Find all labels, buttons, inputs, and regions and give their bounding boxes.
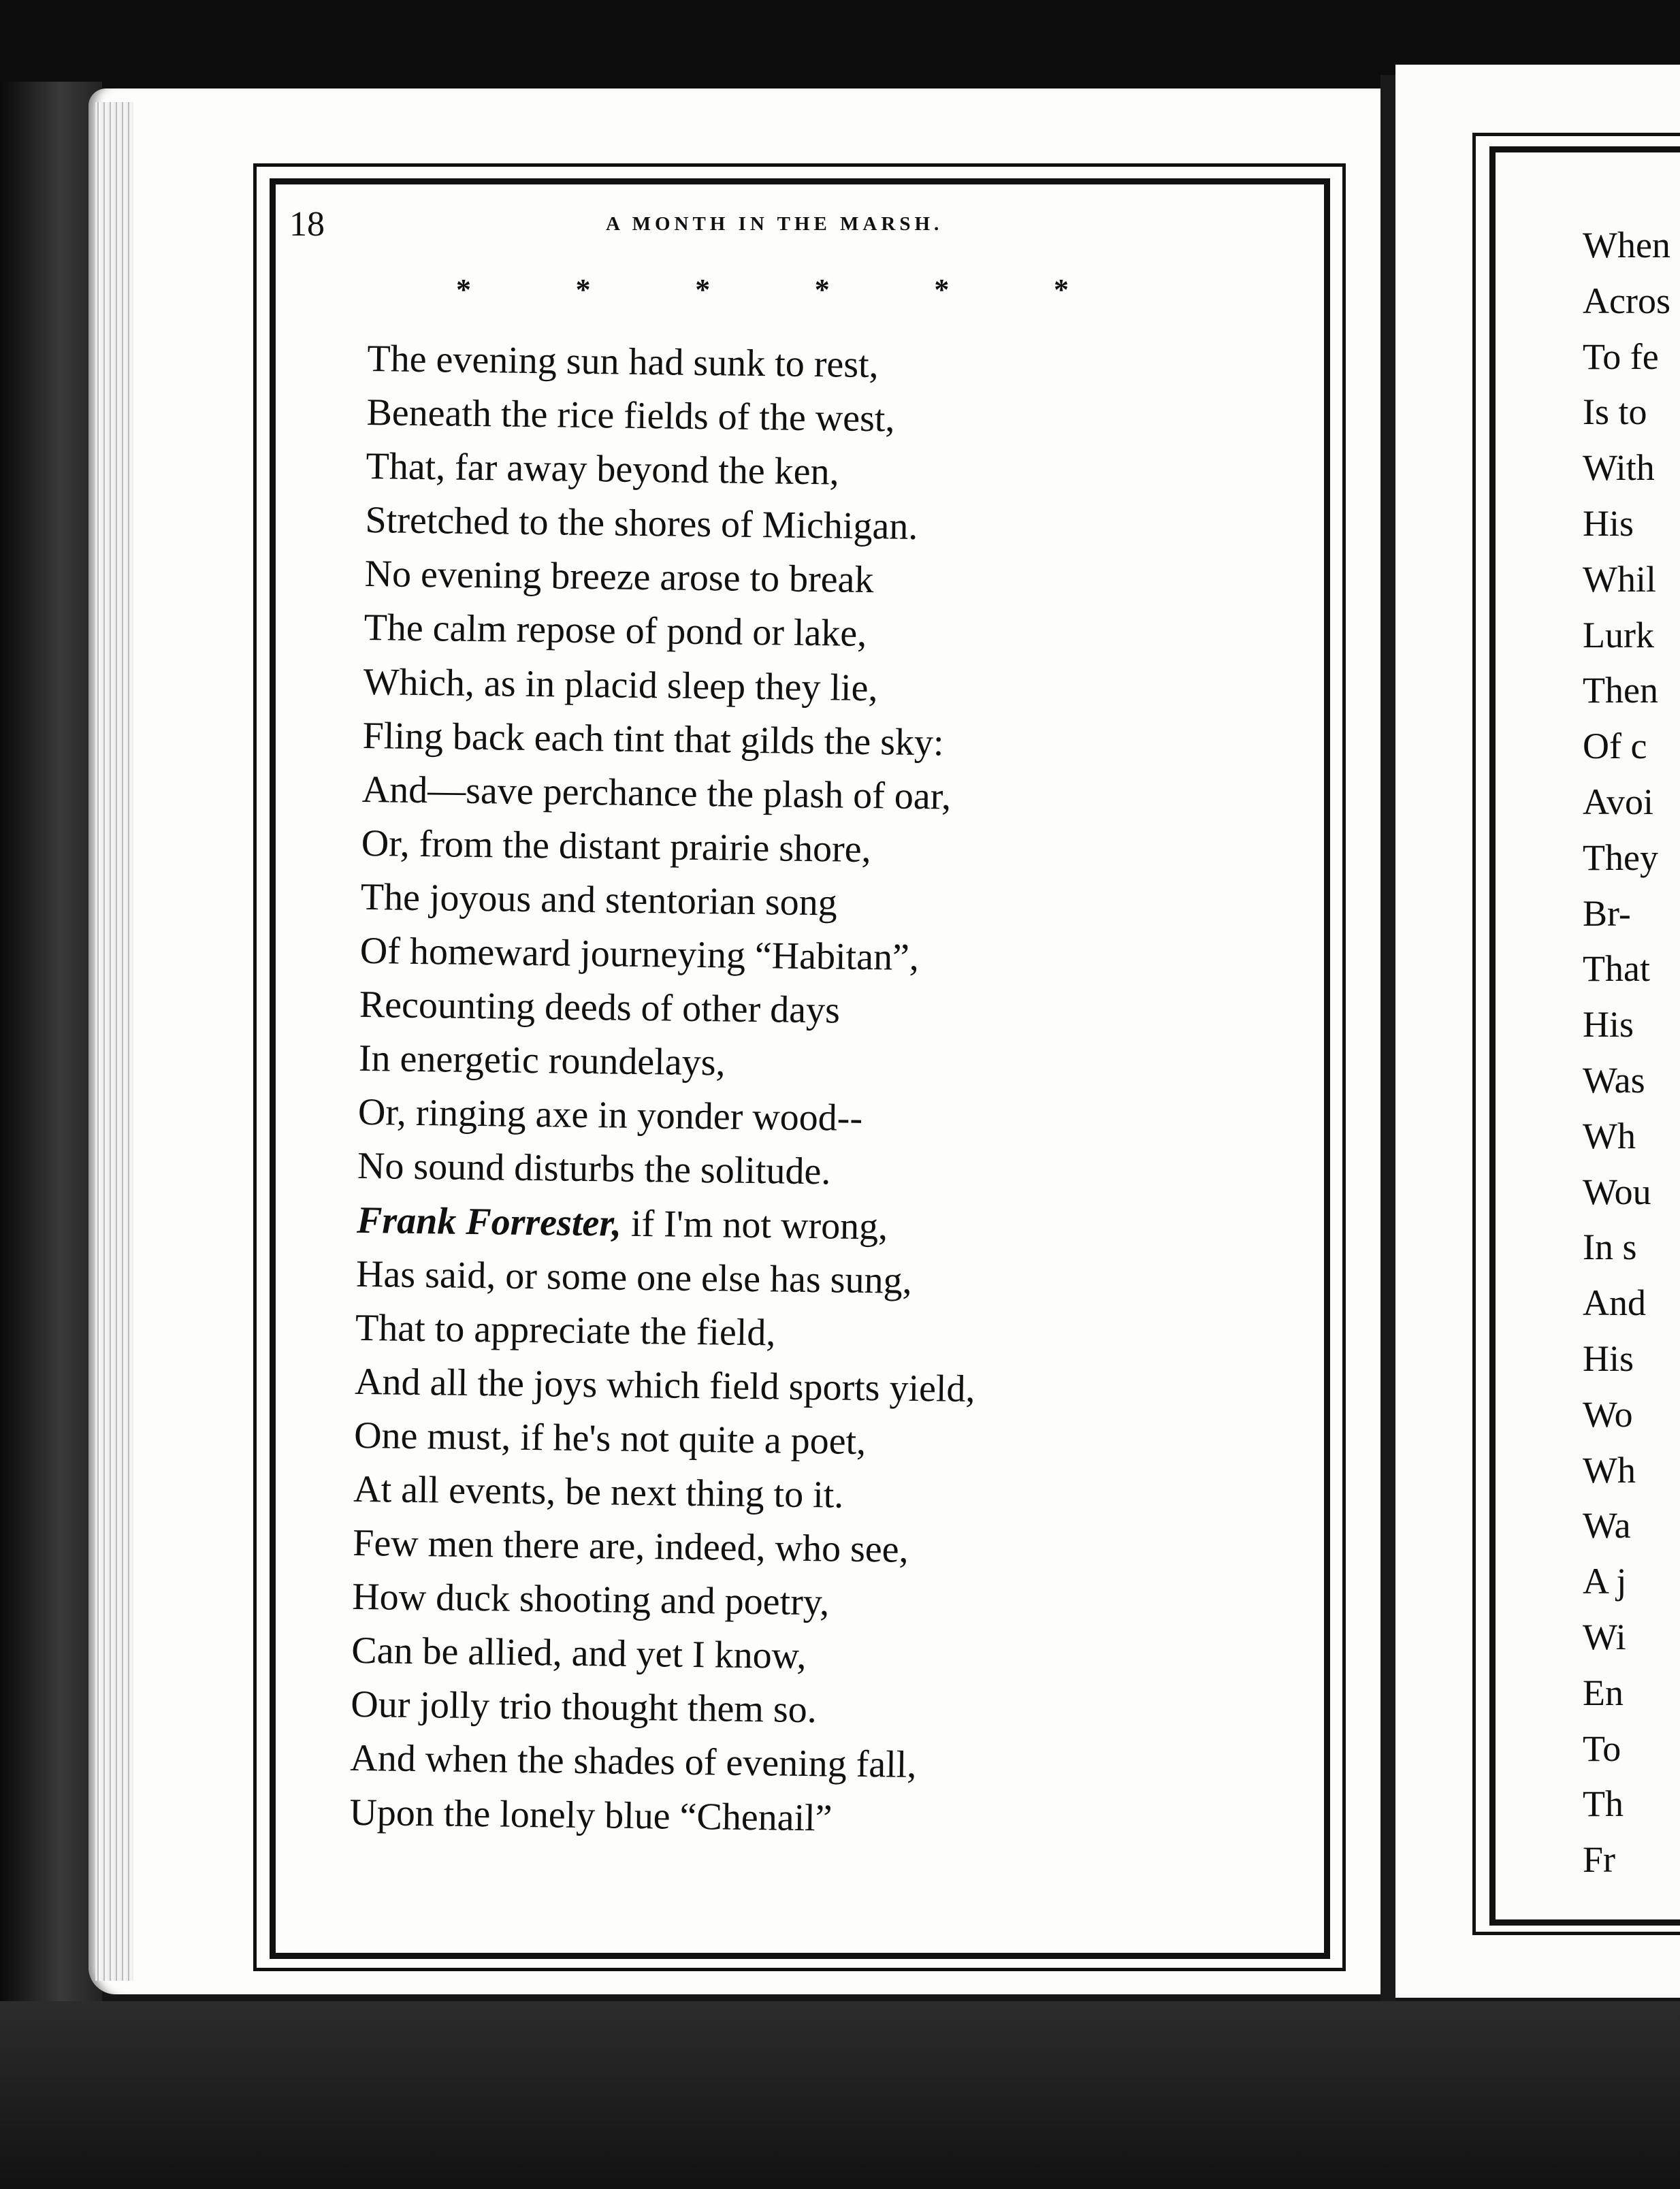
right-page-line: Wh [1583,1115,1636,1156]
right-page-text [1583,218,1680,1888]
right-page-line: Br- [1583,892,1631,934]
poem-line [357,1193,978,1254]
poem-line [366,386,987,447]
poem-line-text: Of homeward journeying “Habitan”, [359,929,920,979]
separator-star: * [814,273,830,306]
poem-line-text: That, far away beyond the ken, [366,445,839,493]
right-page-line: Is to [1583,391,1647,433]
poem-line [367,332,988,393]
poem-line [353,1463,974,1524]
right-page-line: Fr [1583,1839,1616,1881]
separator-star: * [456,273,471,306]
poem-line-text: The evening sun had sunk to rest, [367,337,879,387]
right-page-line: And [1583,1282,1646,1324]
right-page-line: His [1583,1004,1634,1045]
poem-line-text: if I'm not wrong, [621,1202,888,1248]
poem-line-text: Or, from the distant prairie shore, [361,822,872,871]
poem-line [361,763,982,824]
right-page-line: In s [1583,1227,1637,1268]
poem-line [350,1732,971,1793]
right-page-line: They [1583,837,1658,878]
right-page-line: Wh [1583,1449,1636,1491]
right-page-line: Wo [1583,1393,1633,1435]
right-page-line: To [1583,1728,1621,1769]
poem-line [366,440,986,501]
poem-line-text: That to appreciate the field, [355,1306,776,1355]
right-page-line: Then [1583,670,1658,711]
right-page-line: A j [1583,1561,1627,1602]
poem-line [365,493,986,555]
right-page-line: Th [1583,1783,1624,1825]
poem-line [358,1086,979,1147]
book-gutter [1380,75,1395,2001]
poem-line [356,1247,977,1308]
poem-line-text: Can be allied, and yet I know, [351,1629,807,1678]
poem-line-text: Has said, or some one else has sung, [355,1252,912,1302]
separator-star: * [1053,273,1069,306]
poem-line-text: One must, if he's not quite a poet, [353,1414,867,1463]
poem-line-text: Stretched to the shores of Michigan. [365,499,918,549]
right-page-line: Wou [1583,1171,1651,1212]
poem-line [362,709,983,771]
running-head: A MONTH IN THE MARSH. [606,213,943,235]
right-page-line: That [1583,948,1650,990]
separator-star: * [695,273,711,306]
poem-line-text: The joyous and stentorian song [360,875,838,924]
poem-line [364,601,984,662]
right-page-line: Whil [1583,558,1656,600]
poem-line-text: And all the joys which field sports yield, [354,1360,975,1410]
poem-line [355,1355,975,1416]
poem-line-text: No sound disturbs the solitude. [357,1145,831,1193]
poem-line-text: In energetic roundelays, [358,1037,726,1084]
poem-line-text: The calm repose of pond or lake, [364,606,867,655]
poem-line [351,1678,971,1739]
book-bottom-edge [0,2001,1680,2189]
poem-line [358,1032,979,1093]
poem-text [349,332,988,1847]
poem-line-text: Fling back each tint that gilds the sky: [362,714,944,764]
poem-line-text: Which, as in placid sleep they lie, [363,660,878,709]
poem-line [349,1785,970,1847]
poem-line-text: No evening breeze arose to break [364,553,874,602]
poem-line-text: Few men there are, indeed, who see, [352,1521,909,1571]
right-page-line: His [1583,1337,1634,1379]
right-page-line: En [1583,1672,1624,1713]
poem-line [351,1624,972,1685]
right-page-line: Avoi [1583,781,1653,822]
poem-line [360,871,981,932]
poem-line [353,1517,973,1578]
poem-line-text: Beneath the rice fields of the west, [366,391,895,440]
poem-line-text: And—save perchance the plash of oar, [361,768,952,818]
poem-line-text: Recounting deeds of other days [359,984,841,1032]
section-separator [456,272,1069,307]
poem-line [364,547,985,609]
poem-line [352,1570,973,1632]
right-page-line: Was [1583,1059,1645,1101]
right-page-line: Wa [1583,1505,1631,1546]
poem-line-text: How duck shooting and poetry, [351,1576,830,1624]
poem-line-text: And when the shades of evening fall, [350,1737,917,1787]
poem-line-text: Or, ringing axe in yonder wood-- [357,1091,863,1140]
book-cover-edge [0,82,102,2189]
poem-line [359,924,980,986]
poem-line-text: Our jolly trio thought them so. [350,1683,818,1732]
right-page-line: When [1583,225,1670,265]
poem-line [354,1409,975,1470]
right-page-line: With [1583,447,1655,489]
poem-line [355,1301,976,1363]
right-page-line: His [1583,502,1634,544]
page-number: 18 [289,205,325,244]
right-page-line: Lurk [1583,614,1654,655]
poem-line [357,1139,978,1201]
separator-star: * [934,273,950,306]
poem-line [361,817,982,878]
poem-line [359,978,980,1039]
right-page-line: Wi [1583,1616,1626,1657]
poem-line [363,655,984,717]
poem-line-italic-name: Frank Forrester, [356,1199,622,1245]
right-page-line: Acros [1583,280,1670,321]
right-page-line: To fe [1583,336,1659,377]
poem-line-text: Upon the lonely blue “Chenail” [349,1791,833,1840]
poem-line-text: At all events, be next thing to it. [353,1468,844,1517]
separator-star: * [575,273,591,306]
right-page-line: Of c [1583,726,1647,767]
